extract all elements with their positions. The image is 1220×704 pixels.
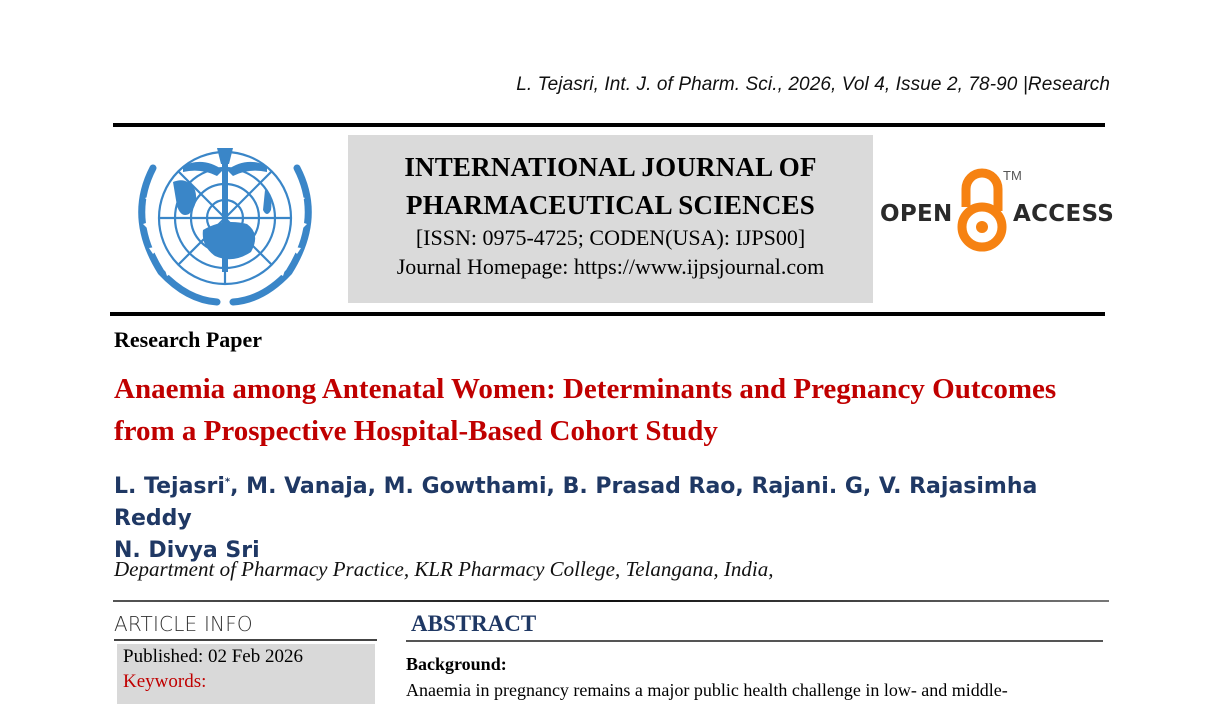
abstract-heading: ABSTRACT <box>411 611 537 636</box>
journal-title-line2: PHARMACEUTICAL SCIENCES <box>406 190 815 220</box>
journal-issn: [ISSN: 0975-4725; CODEN(USA): IJPS00] <box>415 225 806 250</box>
journal-homepage-link[interactable]: Journal Homepage: https://www.ijpsjournal.com <box>396 254 825 279</box>
journal-masthead-box <box>348 135 873 303</box>
author-list-line2: N. Divya Sri <box>114 538 260 563</box>
author-list-line1 <box>114 471 1114 535</box>
running-head-citation: L. Tejasri, Int. J. of Pharm. Sci., 2026, Vol 4, Issue 2, 78-90 |Research <box>516 74 1110 95</box>
journal-title <box>348 148 873 224</box>
published-date: Published: 02 Feb 2026 <box>123 646 303 667</box>
corresponding-author[interactable]: L. Tejasri <box>114 474 225 499</box>
abstract-rule <box>406 640 1103 642</box>
affiliation-divider <box>113 600 1109 602</box>
open-access-left-word: OPEN <box>880 201 953 227</box>
abstract-background-text: Anaemia in pregnancy remains a major public health challenge in low- and middle- <box>406 680 1008 700</box>
author-affiliation: Department of Pharmacy Practice, KLR Pharmacy College, Telangana, India, <box>114 557 774 581</box>
globe-caduceus-laurel-emblem-icon <box>125 138 325 306</box>
top-rule-divider <box>113 123 1105 127</box>
co-authors: , M. Vanaja, M. Gowthami, B. Prasad Rao, Rajani. G, V. Rajasimha Reddy <box>114 474 1038 531</box>
author-list <box>114 471 1114 567</box>
open-access-right-word: ACCESS <box>1013 201 1115 227</box>
article-title: Anaemia among Antenatal Women: Determinants and Pregnancy Outcomes from a Prospective Hospital-Based Cohort Study <box>114 373 1057 447</box>
abstract-background-label: Background: <box>406 654 507 674</box>
masthead-bottom-rule <box>110 312 1105 316</box>
article-info-rule <box>114 639 377 641</box>
paper-type-label: Research Paper <box>114 327 263 352</box>
journal-title-line1: INTERNATIONAL JOURNAL OF <box>404 152 817 182</box>
keywords-label: Keywords: <box>123 671 207 692</box>
trademark-mark: TM <box>1003 168 1022 183</box>
article-info-heading: ARTICLE INFO <box>114 612 253 636</box>
corresponding-author-mark: * <box>224 476 231 488</box>
open-access-logo <box>880 165 1115 255</box>
article-info-box <box>117 644 375 704</box>
